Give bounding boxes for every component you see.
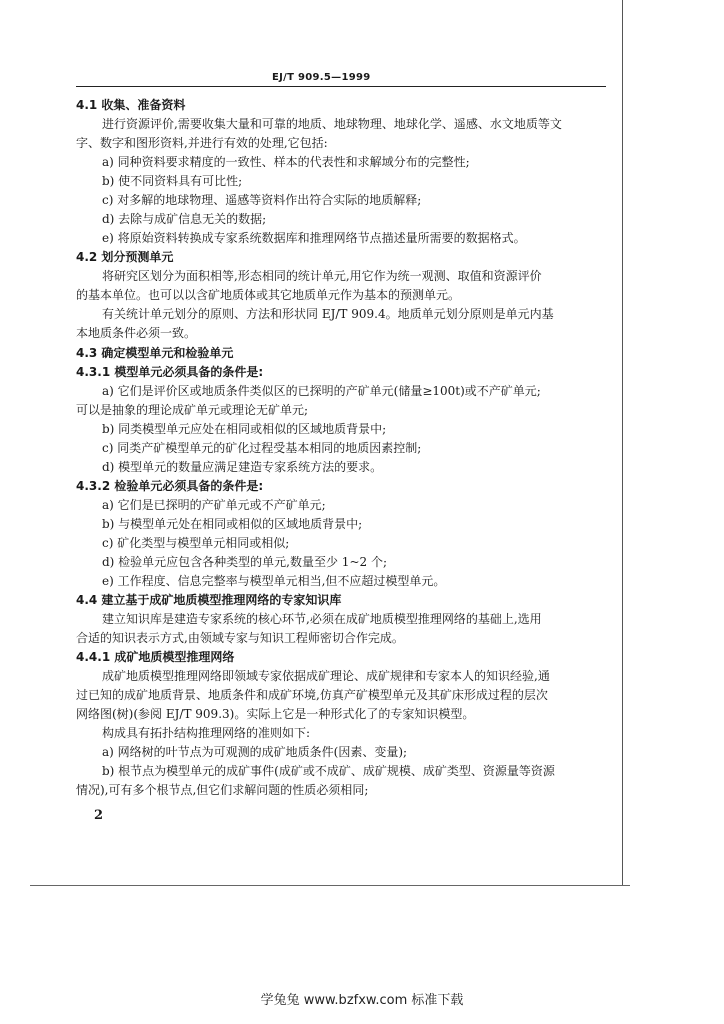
paragraph-line: 过已知的成矿地质背景、地质条件和成矿环境,仿真产矿模型单元及其矿床形成过程的层次 [76,688,548,702]
paragraph-line: 将研究区划分为面积相等,形态相同的统计单元,用它作为统一观测、取值和资源评价 [102,269,542,283]
paragraph-line: 可以是抽象的理论成矿单元或理论无矿单元; [76,403,309,417]
header-rule [76,86,606,87]
list-item: a) 同种资料要求精度的一致性、样本的代表性和求解域分布的完整性; [102,155,470,169]
paragraph-line: 成矿地质模型推理网络即领域专家依据成矿理论、成矿规律和专家本人的知识经验,通 [102,669,550,683]
page-number: 2 [94,808,104,823]
list-item: c) 同类产矿模型单元的矿化过程受基本相同的地质因素控制; [102,441,422,455]
section-heading-4-1: 4.1 收集、准备资料 [76,98,186,112]
scan-frame-line [622,0,623,886]
paragraph-line: 合适的知识表示方式,由领域专家与知识工程师密切合作完成。 [76,631,404,645]
document-body [76,98,606,802]
section-heading-4-3: 4.3 确定模型单元和检验单元 [76,346,234,360]
paragraph-line: 情况),可有多个根节点,但它们求解问题的性质必须相同; [76,783,369,797]
list-item: b) 根节点为模型单元的成矿事件(成矿或不成矿、成矿规模、成矿类型、资源量等资源 [102,764,555,778]
section-heading-4-4-1: 4.4.1 成矿地质模型推理网络 [76,650,235,664]
footer-watermark: 学兔兔 www.bzfxw.com 标准下载 [260,993,464,1008]
list-item: e) 工作程度、信息完整率与模型单元相当,但不应超过模型单元。 [102,574,446,588]
section-heading-4-3-1: 4.3.1 模型单元必须具备的条件是: [76,365,264,379]
paragraph-line: 网络图(树)(参阅 EJ/T 909.3)。实际上它是一种形式化了的专家知识模型。 [76,707,475,721]
list-item: d) 检验单元应包含各种类型的单元,数量至少 1~2 个; [102,555,387,569]
section-heading-4-3-2: 4.3.2 检验单元必须具备的条件是: [76,479,264,493]
list-item: c) 对多解的地球物理、遥感等资料作出符合实际的地质解释; [102,193,422,207]
paragraph-line: 的基本单位。也可以以含矿地质体或其它地质单元作为基本的预测单元。 [76,288,461,302]
paragraph-line: 构成具有拓扑结构推理网络的准则如下: [102,726,311,740]
list-item: a) 网络树的叶节点为可观测的成矿地质条件(因素、变量); [102,745,408,759]
list-item: b) 同类模型单元应处在相同或相似的区域地质背景中; [102,422,387,436]
paragraph-line: 建立知识库是建造专家系统的核心环节,必须在成矿地质模型推理网络的基础上,选用 [102,612,542,626]
paragraph-line: 本地质条件必须一致。 [76,326,197,340]
list-item: d) 去除与成矿信息无关的数据; [102,212,267,226]
standard-code-header: EJ/T 909.5—1999 [272,72,371,83]
paragraph-line: 进行资源评价,需要收集大量和可靠的地质、地球物理、地球化学、遥感、水文地质等文 [102,117,562,131]
paragraph-line: 有关统计单元划分的原则、方法和形状同 EJ/T 909.4。地质单元划分原则是单元内基 [102,307,554,321]
list-item: b) 使不同资料具有可比性; [102,174,243,188]
list-item: a) 它们是评价区或地质条件类似区的已探明的产矿单元(储量≥100t)或不产矿单元; [102,384,541,398]
paragraph-line: 字、数字和图形资料,并进行有效的处理,它包括: [76,136,328,150]
list-item: a) 它们是已探明的产矿单元或不产矿单元; [102,498,326,512]
section-heading-4-4: 4.4 建立基于成矿地质模型推理网络的专家知识库 [76,593,342,607]
list-item: e) 将原始资料转换成专家系统数据库和推理网络节点描述量所需要的数据格式。 [102,231,526,245]
bottom-rule [30,885,630,886]
list-item: b) 与模型单元处在相同或相似的区域地质背景中; [102,517,363,531]
section-heading-4-2: 4.2 划分预测单元 [76,250,174,264]
list-item: d) 模型单元的数量应满足建造专家系统方法的要求。 [102,460,383,474]
list-item: c) 矿化类型与模型单元相同或相似; [102,536,290,550]
